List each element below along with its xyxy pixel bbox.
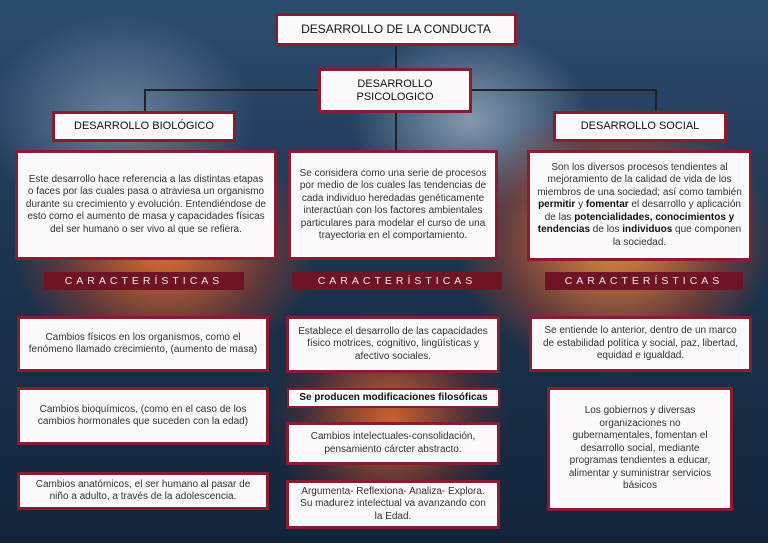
definition-social: [527, 150, 752, 261]
biologico-item-3: Cambios anatómicos, el ser humano al pasar de niño a adulto, a través de la adolescencia.: [17, 472, 269, 510]
definition-psicologico: Se considera como una serie de procesos por medio de los cuales las tendencias de cada individuo heredadas genéticamente interactúan con los factores ambientales particulares para modelar el curso de una trayectoria en el comportamiento.: [288, 150, 498, 260]
social-text-1: Son los diversos procesos tendientes al mejoramiento de la calidad de vida de los miembros de una sociedad; así como también: [537, 161, 742, 198]
connector-title-to-psicologico: [395, 44, 397, 68]
band-caracteristicas-social: CARACTERÍSTICAS: [545, 272, 743, 290]
connector-to-social: [655, 89, 657, 111]
psicologico-item-1: Establece el desarrollo de las capacidades físico motrices, cognitivo, lingüísticas y afectivo sociales.: [286, 316, 500, 373]
social-keyword-fomentar: fomentar: [585, 199, 629, 211]
header-social: DESARROLLO SOCIAL: [553, 111, 727, 142]
connector-psicologico-to-definition: [395, 112, 397, 150]
main-title: DESARROLLO DE LA CONDUCTA: [275, 13, 517, 46]
definition-social-text: [537, 162, 742, 250]
header-psicologico: DESARROLLO PSICOLOGICO: [318, 68, 472, 113]
social-item-2: Los gobiernos y diversas organizaciones no gubernamentales, fomentan el desarrollo social, mediante programas tendientes a educar, alimentar y suministrar servicios básicos: [547, 387, 733, 511]
social-text-3: el desarrollo y aplicación de las: [544, 199, 741, 223]
biologico-item-2: Cambios bioquímicos, (como en el caso de los cambios hormonales que suceden con la edad): [17, 387, 269, 445]
social-text-2: y: [575, 199, 586, 211]
psicologico-modificaciones: Se producen modificaciones filosóficas: [287, 388, 500, 408]
psicologico-item-3: Argumenta- Reflexiona- Analiza- Explora. Su madurez intelectual va avanzando con la Edad.: [286, 480, 500, 529]
social-keyword-potencialidades: potencialidades, conocimientos y tendencias: [537, 211, 735, 236]
definition-biologico: Este desarrollo hace referencia a las distintas etapas o faces por las cuales pasa o atraviesa un organismo durante su crecimiento y evolución. Entendiéndose de esto como el aumento de masa y capacidades físicas del ser humano o ser vivo al que se refiera.: [15, 150, 277, 260]
social-item-1: Se entiende lo anterior, dentro de un marco de estabilidad política y social, paz, libertad, equidad e igualdad.: [529, 316, 752, 372]
social-text-4: de los: [590, 224, 623, 236]
connector-to-biologico: [144, 89, 146, 112]
band-caracteristicas-biologico: CARACTERÍSTICAS: [44, 272, 244, 290]
social-keyword-individuos: individuos: [622, 224, 673, 236]
social-text-5: que componen la sociedad.: [612, 224, 742, 248]
psicologico-item-2: Cambios intelectuales-consolidación, pensamiento cárcter abstracto.: [286, 422, 500, 465]
header-biologico: DESARROLLO BIOLÓGICO: [52, 111, 236, 142]
biologico-item-1: Cambios físicos en los organismos, como el fenómeno llamado crecimiento, (aumento de masa): [17, 316, 269, 372]
social-keyword-permitir: permitir: [538, 199, 576, 211]
band-caracteristicas-psicologico: CARACTERÍSTICAS: [292, 272, 502, 290]
